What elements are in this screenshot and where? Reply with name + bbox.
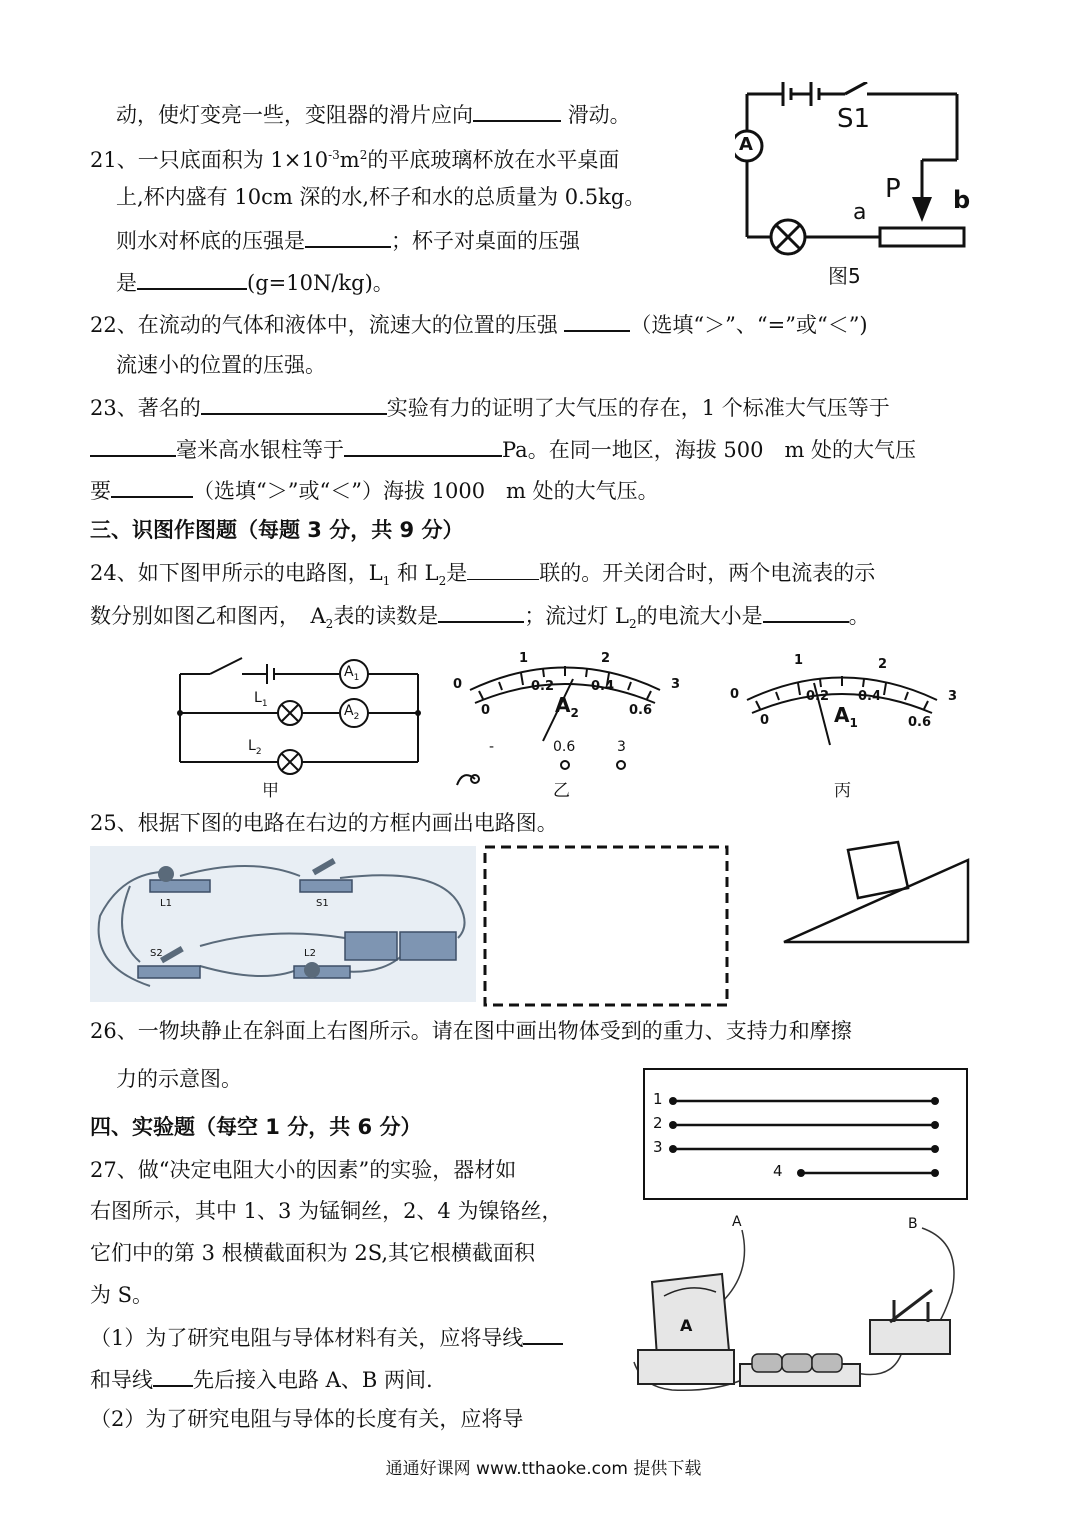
q20-text-a: 动，使灯变亮一些，变阻器的滑片应向: [116, 103, 473, 127]
wire-label-4: 4: [773, 1162, 783, 1180]
yi-tick-bottom-0: 0: [481, 703, 491, 718]
bing-tick-bottom-2: 0.4: [858, 689, 882, 704]
q23-line-3: [90, 474, 659, 506]
yi-meter-label: $A_2$: [555, 693, 579, 720]
q27-text-5: （1）为了研究电阻与导体材料有关，应将导线: [90, 1326, 524, 1350]
yi-terminal-neg: -: [489, 739, 495, 755]
jia-l1-label: $L_1$: [254, 690, 268, 709]
q21-text-4a: 是: [116, 271, 137, 295]
q21-text-1-rest: 的平底玻璃杯放在水平桌面: [367, 148, 620, 172]
wire-label-2: 2: [653, 1114, 663, 1132]
fig25-l2-label: L2: [304, 948, 316, 959]
apparatus-a-label: A: [732, 1214, 742, 1230]
q23-text-3a: 要: [90, 479, 111, 503]
figure-bing-ammeter: [722, 645, 972, 801]
q24-text-1d: 联的。开关闭合时，两个电流表的示: [539, 561, 876, 585]
fig5-ammeter-label: A: [739, 134, 753, 155]
bing-tick-bottom-1: 0.2: [806, 689, 830, 704]
q22-line-1: [90, 308, 868, 340]
q23-text-2a: 毫米高水银柱等于: [176, 438, 344, 462]
q25-line: 25、根据下图的电路在右边的方框内画出电路图。: [90, 811, 558, 835]
figure-26-incline: [780, 838, 975, 948]
q23-line-2: [90, 433, 916, 465]
q21-text-3b: ；杯子对桌面的压强: [391, 229, 580, 253]
q27-line-2: 右图所示，其中 1、3 为锰铜丝，2、4 为镍铬丝，: [90, 1199, 563, 1223]
bing-tick-top-3: 3: [948, 689, 958, 704]
q22-text-1b: （选填“＞”、“=”或“＜”): [630, 313, 868, 337]
yi-tick-top-1: 1: [519, 651, 529, 666]
q27-blank-1[interactable]: [523, 1321, 563, 1345]
q21-exp: -3: [328, 148, 340, 162]
q23-text-3b: （选填“＞”或“＜”）海拔 1000 m 处的大气压。: [193, 479, 659, 503]
q24-text-2c: ；流过灯 L: [524, 604, 629, 628]
fig5-p-label: P: [885, 174, 901, 204]
q23-text-1b: 实验有力的证明了大气压的存在，1 个标准大气压等于: [386, 396, 890, 420]
bing-tick-bottom-0: 0: [760, 713, 770, 728]
q23-line-1: [90, 391, 890, 423]
jia-l2-label: $L_2$: [248, 738, 262, 757]
fig5-caption: 图5: [828, 264, 861, 288]
q21-unit-exp: 2: [359, 148, 368, 162]
q24-sub-1: 1: [382, 574, 391, 589]
wire-label-3: 3: [653, 1138, 663, 1156]
figure-5-circuit: [735, 82, 985, 292]
yi-terminal-3: 3: [617, 739, 626, 755]
page-footer: 通通好课网 www.tthaoke.com 提供下载: [385, 1459, 702, 1479]
q21-line-3: [116, 224, 580, 256]
jia-a2-label: $A_2$: [344, 703, 360, 722]
q24-blank-3[interactable]: [763, 599, 849, 623]
figure-jia-circuit: [172, 652, 427, 801]
q27-line-6: [90, 1363, 433, 1395]
bing-tick-top-2: 2: [878, 657, 888, 672]
q24-line-1: [90, 557, 875, 596]
q27-text-6b: 先后接入电路 A、B 两间.: [193, 1368, 433, 1392]
q21-text-4b: (g=10N/kg)。: [247, 271, 394, 295]
q20-tail-line: [116, 98, 631, 130]
fig5-s1-label: S1: [837, 104, 871, 134]
q23-blank-4[interactable]: [111, 474, 193, 498]
yi-tick-top-2: 2: [601, 651, 611, 666]
figure-27-apparatus: [632, 1212, 972, 1407]
fig25-l1-label: L1: [160, 898, 172, 909]
q24-sub-2: 2: [438, 574, 447, 589]
q24-sub-4: 2: [628, 617, 637, 632]
q21-line-4: [116, 266, 394, 298]
fig5-b-label: b: [953, 186, 971, 214]
yi-tick-bottom-3: 0.6: [629, 703, 653, 718]
q24-blank-1[interactable]: [467, 557, 539, 580]
q24-blank-2[interactable]: [438, 599, 524, 623]
q24-sub-3: 2: [325, 617, 334, 632]
q23-blank-3[interactable]: [344, 433, 502, 457]
q20-text-b: 滑动。: [567, 103, 631, 127]
q24-text-2e: 。: [848, 604, 870, 628]
q27-line-7: （2）为了研究电阻与导体的长度有关，应将导: [90, 1407, 524, 1431]
q27-line-5: [90, 1321, 563, 1353]
q25-drawing-box[interactable]: [483, 845, 729, 1007]
fig25-s1-label: S1: [316, 898, 329, 909]
q24-text-1b: 和 L: [390, 561, 439, 585]
q23-blank-1[interactable]: [201, 391, 387, 415]
figure-27-wires: [643, 1068, 968, 1200]
q21-line-2: 上,杯内盛有 10cm 深的水,杯子和水的总质量为 0.5kg。: [116, 185, 646, 209]
q27-blank-2[interactable]: [153, 1363, 193, 1387]
fig5-a-label: a: [853, 200, 867, 225]
q22-blank[interactable]: [564, 308, 630, 332]
bing-caption: 丙: [834, 781, 851, 801]
bing-tick-bottom-3: 0.6: [908, 715, 932, 730]
q24-text-2d: 的电流大小是: [636, 604, 763, 628]
yi-tick-bottom-2: 0.4: [591, 679, 615, 694]
yi-caption: 乙: [553, 781, 570, 801]
bing-tick-top-1: 1: [794, 653, 804, 668]
q26-line-1: 26、一物块静止在斜面上右图所示。请在图中画出物体受到的重力、支持力和摩擦: [90, 1019, 852, 1043]
q21-line-1: [90, 140, 619, 175]
jia-a1-label: $A_1$: [344, 664, 360, 683]
q21-text-1: 21、一只底面积为 1×10: [90, 148, 329, 172]
q20-blank[interactable]: [473, 98, 561, 122]
q22-text-1a: 22、在流动的气体和液体中，流速大的位置的压强: [90, 313, 558, 337]
q27-text-6a: 和导线: [90, 1368, 153, 1392]
figure-25-circuit-photo: [90, 846, 476, 1002]
q21-blank-1[interactable]: [305, 224, 391, 248]
q24-text-2b: 表的读数是: [333, 604, 439, 628]
apparatus-b-label: B: [908, 1216, 918, 1232]
bing-tick-top-0: 0: [730, 687, 740, 702]
q21-blank-2[interactable]: [137, 266, 247, 290]
q24-text-2a: 数分别如图乙和图丙， A: [90, 604, 326, 628]
q24-line-2: [90, 599, 870, 639]
q24-text-1c: 是: [446, 561, 468, 585]
yi-terminal-06: 0.6: [553, 739, 576, 755]
q26-line-2: 力的示意图。: [116, 1067, 242, 1091]
apparatus-meter-label: A: [680, 1316, 693, 1335]
jia-caption: 甲: [262, 781, 279, 801]
q21-text-3a: 则水对杯底的压强是: [116, 229, 305, 253]
q23-text-1a: 23、著名的: [90, 396, 201, 420]
q24-text-1a: 24、如下图甲所示的电路图，L: [90, 561, 383, 585]
figure-yi-ammeter: [445, 645, 695, 801]
q27-line-1: 27、做“决定电阻大小的因素”的实验，器材如: [90, 1158, 517, 1182]
yi-tick-bottom-1: 0.2: [531, 679, 555, 694]
fig25-s2-label: S2: [150, 948, 163, 959]
yi-tick-top-0: 0: [453, 677, 463, 692]
q22-line-2: 流速小的位置的压强。: [116, 353, 326, 377]
q23-blank-2[interactable]: [90, 433, 176, 457]
section-3-heading: 三、识图作图题（每题 3 分，共 9 分）: [90, 518, 464, 542]
q27-line-4: 为 S。: [90, 1283, 154, 1307]
section-4-heading: 四、实验题（每空 1 分，共 6 分）: [90, 1115, 422, 1139]
bing-meter-label: $A_1$: [834, 703, 858, 730]
q23-text-2b: Pa。在同一地区，海拔 500 m 处的大气压: [502, 438, 917, 462]
wire-label-1: 1: [653, 1090, 663, 1108]
q27-line-3: 它们中的第 3 根横截面积为 2S,其它根横截面积: [90, 1241, 536, 1265]
yi-tick-top-3: 3: [671, 677, 681, 692]
q21-unit: m: [339, 148, 360, 172]
